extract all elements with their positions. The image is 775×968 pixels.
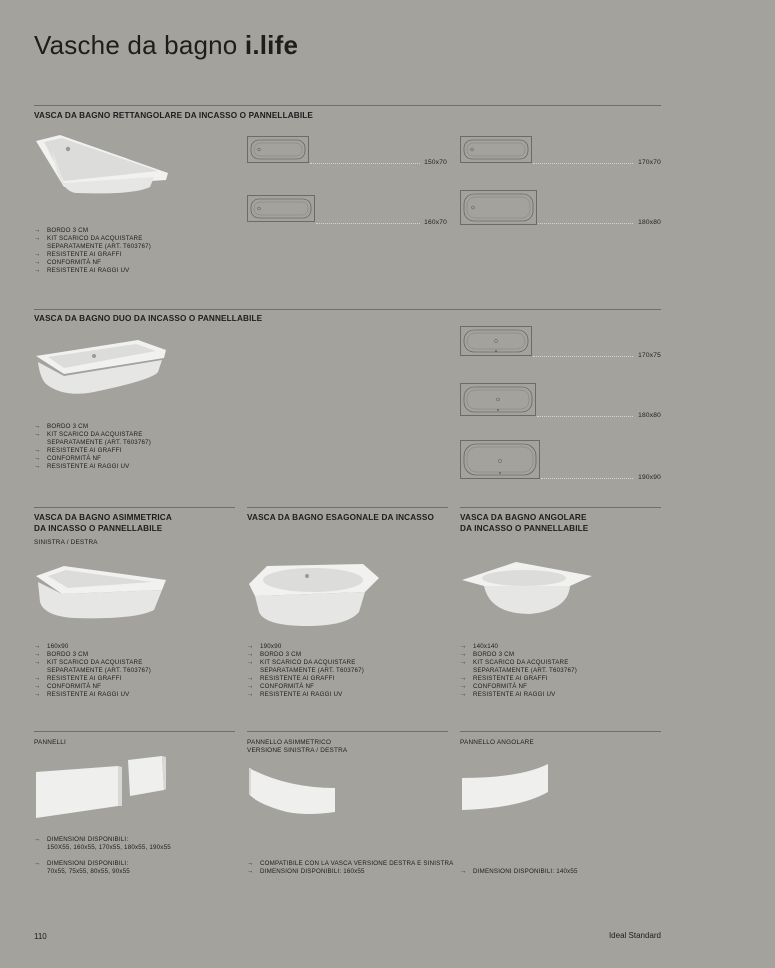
size-label: 180x80 — [638, 219, 661, 226]
corner-bathtub-image — [460, 560, 594, 618]
size-label: 170x75 — [638, 352, 661, 359]
section-heading: VASCA DA BAGNO ESAGONALE DA INCASSO — [247, 513, 435, 522]
divider — [460, 507, 661, 508]
divider — [460, 731, 661, 732]
asymmetric-panel-image — [247, 766, 339, 818]
hexagonal-bathtub-image — [247, 562, 381, 628]
asymmetric-bathtub-image — [34, 562, 168, 620]
feature-list: → DIMENSIONI DISPONIBILI: 140x55 — [460, 868, 578, 875]
panel-label: PANNELLO ASIMMETRICO VERSIONE SINISTRA / DESTRA — [247, 739, 348, 754]
duo-bathtub-plan-drawing — [460, 383, 536, 416]
section-heading: VASCA DA BAGNO DUO DA INCASSO O PANNELLABILE — [34, 314, 263, 323]
feature-list: → COMPATIBILE CON LA VASCA VERSIONE DESTRA E SINISTRA → DIMENSIONI DISPONIBILI: 160x55 — [247, 860, 454, 875]
panels-image — [34, 754, 168, 822]
page-number: 110 — [34, 932, 47, 941]
divider — [34, 731, 235, 732]
divider — [247, 507, 448, 508]
divider — [34, 309, 661, 310]
size-label: 160x70 — [424, 219, 447, 226]
rectangular-bathtub-image — [34, 133, 170, 195]
corner-panel-image — [460, 762, 552, 814]
divider — [34, 507, 235, 508]
panel-label: PANNELLO ANGOLARE — [460, 739, 534, 746]
bathtub-plan-drawing — [460, 190, 537, 225]
divider — [247, 731, 448, 732]
section-subheading: SINISTRA / DESTRA — [34, 539, 98, 546]
size-label: 190x90 — [638, 474, 661, 481]
bathtub-plan-drawing — [460, 136, 532, 163]
feature-list: → 160x90 → BORDO 3 CM → KIT SCARICO DA ACQUISTARE SEPARATAMENTE (ART. T603767) → RESISTENTE AI GRAFFI → CONFORMITÀ NF → RESISTENTE AI RAGGI UV — [34, 643, 152, 698]
size-label: 150x70 — [424, 159, 447, 166]
size-label: 170x70 — [638, 159, 661, 166]
section-heading: VASCA DA BAGNO RETTANGOLARE DA INCASSO O PANNELLABILE — [34, 111, 314, 120]
divider — [34, 105, 661, 106]
bathtub-plan-drawing — [247, 195, 315, 222]
feature-list: → 140x140 → BORDO 3 CM → KIT SCARICO DA ACQUISTARE SEPARATAMENTE (ART. T603767) → RESISTENTE AI GRAFFI → CONFORMITÀ NF → RESISTENTE AI RAGGI UV — [460, 643, 578, 698]
feature-list: → BORDO 3 CM → KIT SCARICO DA ACQUISTARE SEPARATAMENTE (ART. T603767) → RESISTENTE AI GRAFFI → CONFORMITÀ NF → RESISTENTE AI RAGGI UV — [34, 423, 152, 470]
page-title: Vasche da bagno i.life — [34, 30, 299, 60]
duo-bathtub-plan-drawing — [460, 440, 540, 479]
section-heading: VASCA DA BAGNO ASIMMETRICA DA INCASSO O PANNELLABILE — [34, 513, 172, 533]
panel-label: PANNELLI — [34, 739, 67, 746]
feature-list: → 190x90 → BORDO 3 CM → KIT SCARICO DA ACQUISTARE SEPARATAMENTE (ART. T603767) → RESISTENTE AI GRAFFI → CONFORMITÀ NF → RESISTENTE AI RAGGI UV — [247, 643, 365, 698]
brand-footer: Ideal Standard — [608, 931, 661, 940]
duo-bathtub-image — [34, 338, 168, 398]
feature-list: → BORDO 3 CM → KIT SCARICO DA ACQUISTARE SEPARATAMENTE (ART. T603767) → RESISTENTE AI GRAFFI → CONFORMITÀ NF → RESISTENTE AI RAGGI UV — [34, 227, 152, 274]
section-heading: VASCA DA BAGNO ANGOLARE DA INCASSO O PANNELLABILE — [460, 513, 589, 533]
bathtub-plan-drawing — [247, 136, 309, 163]
size-label: 180x80 — [638, 412, 661, 419]
duo-bathtub-plan-drawing — [460, 326, 532, 356]
feature-list: → DIMENSIONI DISPONIBILI: 150X55, 160x55, 170x55, 180x55, 190x55 → DIMENSIONI DISPONIBILI: 70x55, 75x55, 80x55, 90x55 — [34, 836, 171, 875]
